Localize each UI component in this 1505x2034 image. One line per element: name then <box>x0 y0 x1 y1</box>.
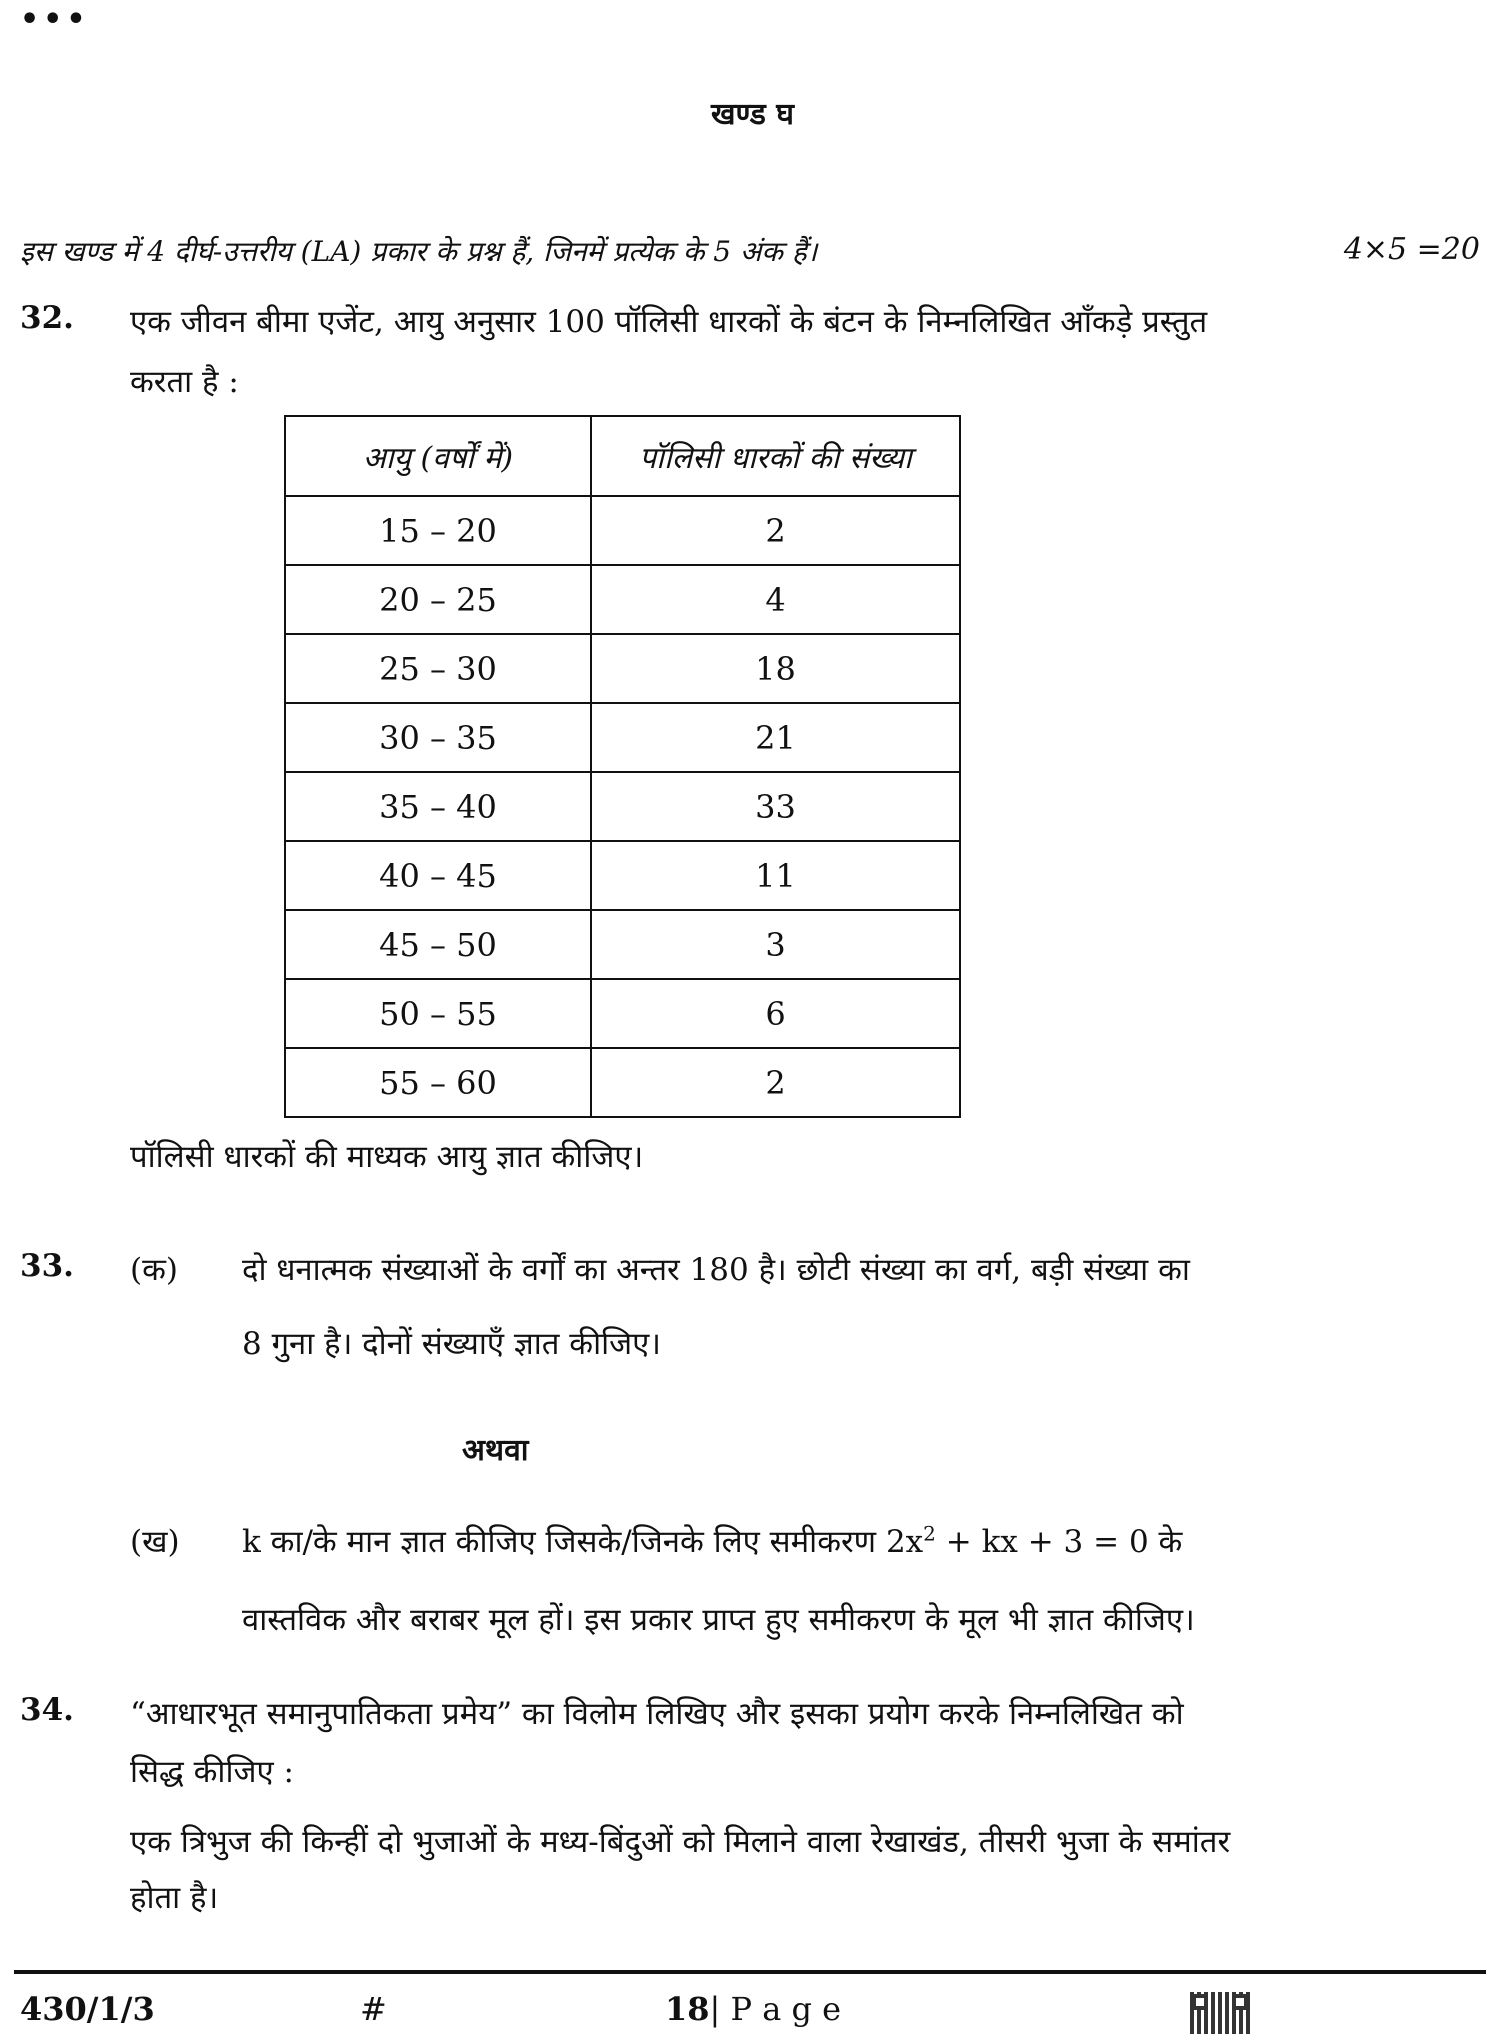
section-title: खण्ड घ <box>710 97 794 132</box>
age-distribution-table <box>284 415 961 1118</box>
count-cell: 3 <box>591 910 960 979</box>
question-number-34: 34. <box>20 1692 74 1728</box>
table-row <box>285 979 960 1048</box>
section-instruction: इस खण्ड में 4 दीर्घ-उत्तरीय (LA) प्रकार के प्रश्न हैं, जिनमें प्रत्येक के 5 अंक हैं। <box>20 235 818 268</box>
or-separator: अथवा <box>462 1433 529 1468</box>
age-cell: 30 – 35 <box>285 703 591 772</box>
q33-b-line2: वास्तविक और बराबर मूल हों। इस प्रकार प्राप्त हुए समीकरण के मूल भी ज्ञात कीजिए। <box>242 1602 1195 1638</box>
table-row <box>285 772 960 841</box>
q32-text-line1: एक जीवन बीमा एजेंट, आयु अनुसार 100 पॉलिसी धारकों के बंटन के निम्नलिखित आँकड़े प्रस्तुत <box>130 304 1208 340</box>
count-cell: 18 <box>591 634 960 703</box>
q34-line2: सिद्ध कीजिए : <box>130 1754 294 1790</box>
q33-b-line1-pre: k का/के मान ज्ञात कीजिए जिसके/जिनके लिए समीकरण 2x <box>242 1524 924 1560</box>
count-cell: 33 <box>591 772 960 841</box>
q32-ask: पॉलिसी धारकों की माध्यक आयु ज्ञात कीजिए। <box>130 1139 644 1175</box>
table-row <box>285 703 960 772</box>
question-number-32: 32. <box>20 300 74 336</box>
age-cell: 35 – 40 <box>285 772 591 841</box>
q33-a-line1: दो धनात्मक संख्याओं के वर्गों का अन्तर 180 है। छोटी संख्या का वर्ग, बड़ी संख्या का <box>242 1252 1190 1288</box>
q33-a-line2: 8 गुना है। दोनों संख्याएँ ज्ञात कीजिए। <box>242 1326 662 1362</box>
count-cell: 2 <box>591 1048 960 1117</box>
age-cell: 55 – 60 <box>285 1048 591 1117</box>
header-policy-holders: पॉलिसी धारकों की संख्या <box>591 416 960 496</box>
exponent: 2 <box>923 1521 936 1546</box>
age-cell: 25 – 30 <box>285 634 591 703</box>
more-dots-icon[interactable]: ••• <box>20 2 90 37</box>
table-row <box>285 1048 960 1117</box>
count-cell: 11 <box>591 841 960 910</box>
age-cell: 45 – 50 <box>285 910 591 979</box>
header-age: आयु (वर्षों में) <box>285 416 591 496</box>
table-row <box>285 565 960 634</box>
hash-mark: # <box>360 1990 387 2028</box>
q33-b-line1-post: + kx + 3 = 0 के <box>935 1524 1183 1560</box>
age-cell: 20 – 25 <box>285 565 591 634</box>
qr-code-icon <box>1190 1992 1250 2034</box>
page-label: | P a g e <box>709 1990 842 2028</box>
page-number <box>665 1990 841 2028</box>
table-header-row <box>285 416 960 496</box>
q33-part-a-label: (क) <box>130 1252 178 1288</box>
q33-part-b-label: (ख) <box>130 1524 180 1560</box>
age-cell: 40 – 45 <box>285 841 591 910</box>
table-row <box>285 910 960 979</box>
table-row <box>285 634 960 703</box>
count-cell: 4 <box>591 565 960 634</box>
q34-line3: एक त्रिभुज की किन्हीं दो भुजाओं के मध्य-बिंदुओं को मिलाने वाला रेखाखंड, तीसरी भुजा के समांतर <box>130 1824 1231 1860</box>
q33-b-line1 <box>242 1520 1182 1562</box>
count-cell: 21 <box>591 703 960 772</box>
q34-line4: होता है। <box>130 1880 219 1916</box>
q34-line1: “आधारभूत समानुपातिकता प्रमेय” का विलोम लिखिए और इसका प्रयोग करके निम्नलिखित को <box>130 1696 1184 1732</box>
table-row <box>285 841 960 910</box>
section-marks: 4×5 =20 <box>1343 232 1480 267</box>
footer-divider <box>14 1970 1486 1974</box>
paper-code: 430/1/3 <box>20 1990 155 2028</box>
count-cell: 6 <box>591 979 960 1048</box>
question-number-33: 33. <box>20 1248 74 1284</box>
count-cell: 2 <box>591 496 960 565</box>
q32-text-line2: करता है : <box>130 364 239 400</box>
age-cell: 50 – 55 <box>285 979 591 1048</box>
page-num-value: 18 <box>665 1990 710 2028</box>
table-row <box>285 496 960 565</box>
age-cell: 15 – 20 <box>285 496 591 565</box>
